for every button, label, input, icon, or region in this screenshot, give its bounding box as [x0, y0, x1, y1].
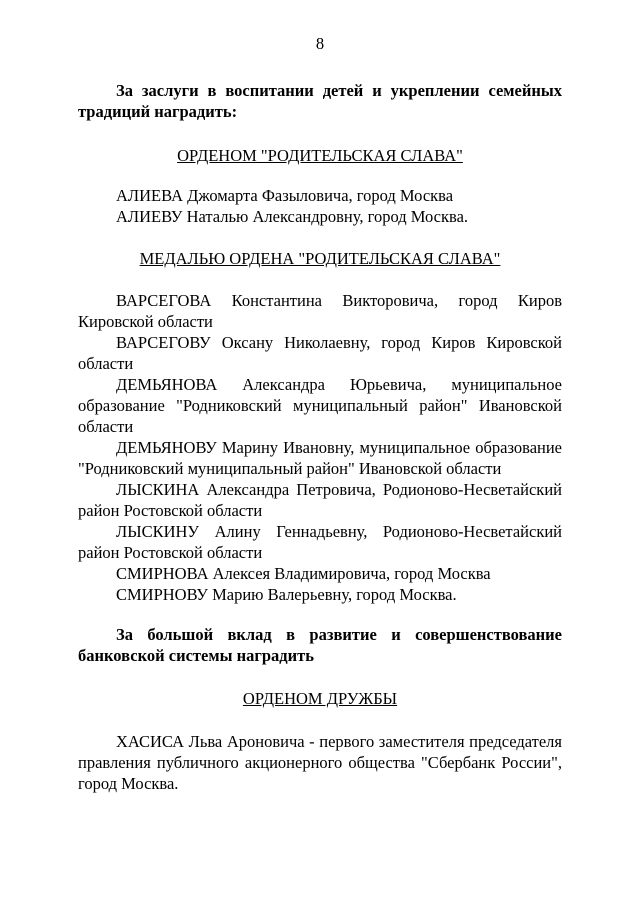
award-entry: ВАРСЕГОВА Константина Викторовича, город Киров Кировской области	[78, 291, 562, 331]
award-entry: ДЕМЬЯНОВА Александра Юрьевича, муниципальное образование "Родниковский муниципальный район" Ивановской области	[78, 375, 562, 436]
heading-medal-parental-glory: МЕДАЛЬЮ ОРДЕНА "РОДИТЕЛЬСКАЯ СЛАВА"	[139, 249, 501, 268]
award-entry: СМИРНОВУ Марию Валерьевну, город Москва.	[116, 585, 457, 604]
award-entry: ЛЫСКИНА Александра Петровича, Родионово-Несветайский район Ростовской области	[78, 480, 562, 520]
award-entry: СМИРНОВА Алексея Владимировича, город Москва	[116, 564, 491, 583]
heading-order-of-friendship: ОРДЕНОМ ДРУЖБЫ	[242, 689, 398, 708]
group2-list	[78, 290, 562, 605]
page-number: 8	[315, 34, 325, 53]
award-entry: АЛИЕВА Джомарта Фазыловича, город Москва	[116, 186, 454, 205]
group1-list	[78, 185, 562, 227]
heading-order-parental-glory: ОРДЕНОМ "РОДИТЕЛЬСКАЯ СЛАВА"	[177, 146, 463, 165]
section2-intro: За большой вклад в развитие и совершенствование банковской системы наградить	[78, 625, 562, 665]
award-entry: ВАРСЕГОВУ Оксану Николаевну, город Киров Кировской области	[78, 333, 562, 373]
section1-intro: За заслуги в воспитании детей и укреплении семейных традиций наградить:	[78, 81, 562, 121]
award-entry: АЛИЕВУ Наталью Александровну, город Москва.	[116, 207, 469, 226]
award-entry: ДЕМЬЯНОВУ Марину Ивановну, муниципальное образование "Родниковский муниципальный район" Ивановской области	[78, 438, 562, 478]
award-entry: ХАСИСА Льва Ароновича - первого заместителя председателя правления публичного акционерного общества "Сбербанк России", город Москва.	[78, 732, 562, 793]
section2-entry-wrap	[78, 731, 562, 794]
award-entry: ЛЫСКИНУ Алину Геннадьевну, Родионово-Несветайский район Ростовской области	[78, 522, 562, 562]
